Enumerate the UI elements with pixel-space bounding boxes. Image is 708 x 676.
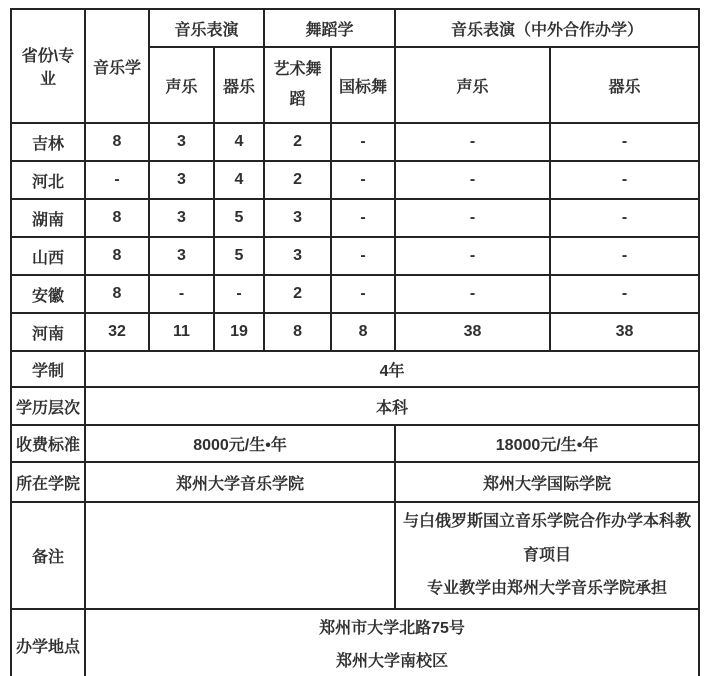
- header-row-groups: [11, 9, 699, 47]
- table-cell: -: [550, 123, 699, 161]
- table-cell: -: [331, 123, 395, 161]
- table-row-henan: [11, 313, 699, 351]
- header-coop-vocal: 声乐: [395, 47, 550, 123]
- table-cell: -: [395, 161, 550, 199]
- table-cell: -: [331, 237, 395, 275]
- degree-value: 本科: [85, 387, 699, 425]
- degree-label: 学历层次: [11, 387, 85, 425]
- remarks-line-1: 与白俄罗斯国立音乐学院合作办学本科教育项目: [403, 513, 692, 564]
- table-cell: 2: [264, 123, 331, 161]
- table-cell: 8: [85, 275, 149, 313]
- location-value-cell: [85, 609, 699, 676]
- header-coop-instrumental: 器乐: [550, 47, 699, 123]
- table-cell: 3: [264, 199, 331, 237]
- table-row-hebei: [11, 161, 699, 199]
- location-label: 办学地点: [11, 609, 85, 676]
- table-cell: 8: [85, 199, 149, 237]
- header-performance-vocal: 声乐: [149, 47, 214, 123]
- table-row-hunan: [11, 199, 699, 237]
- header-group-dance: 舞蹈学: [264, 9, 395, 47]
- table-cell: 2: [264, 275, 331, 313]
- admissions-table: [10, 8, 700, 676]
- province-name: 安徽: [11, 275, 85, 313]
- header-group-coop: 音乐表演（中外合作办学）: [395, 9, 699, 47]
- table-cell: 4: [214, 161, 264, 199]
- table-row-anhui: [11, 275, 699, 313]
- tuition-right-value: 18000元/生•年: [395, 425, 699, 462]
- province-name: 河南: [11, 313, 85, 351]
- table-row-tuition: [11, 425, 699, 462]
- table-cell: -: [395, 237, 550, 275]
- table-row-duration: [11, 351, 699, 387]
- remarks-line-2: 专业教学由郑州大学音乐学院承担: [427, 580, 668, 598]
- table-cell: 11: [149, 313, 214, 351]
- table-cell: 8: [85, 123, 149, 161]
- header-musicology: 音乐学: [85, 9, 149, 123]
- province-name: 湖南: [11, 199, 85, 237]
- table-cell: -: [85, 161, 149, 199]
- corner-header-cell: 省份\专业: [11, 9, 85, 123]
- table-row-shanxi: [11, 237, 699, 275]
- table-row-jilin: [11, 123, 699, 161]
- table-cell: -: [395, 123, 550, 161]
- table-cell: -: [395, 199, 550, 237]
- remarks-text-cell: [395, 502, 699, 609]
- table-row-degree: [11, 387, 699, 425]
- table-cell: 8: [331, 313, 395, 351]
- table-cell: 3: [149, 123, 214, 161]
- table-cell: 3: [149, 237, 214, 275]
- table-cell: -: [395, 275, 550, 313]
- table-cell: 5: [214, 237, 264, 275]
- table-row-college: [11, 462, 699, 502]
- table-cell: 38: [550, 313, 699, 351]
- duration-label: 学制: [11, 351, 85, 387]
- header-dance-art: [264, 47, 331, 123]
- table-cell: -: [149, 275, 214, 313]
- table-cell: 38: [395, 313, 550, 351]
- table-cell: 8: [264, 313, 331, 351]
- tuition-label: 收费标准: [11, 425, 85, 462]
- table-row-remarks: [11, 502, 699, 609]
- table-cell: 19: [214, 313, 264, 351]
- table-cell: -: [550, 161, 699, 199]
- table-cell: -: [331, 199, 395, 237]
- table-cell: 3: [149, 161, 214, 199]
- header-dance-ballroom: 国标舞: [331, 47, 395, 123]
- table-cell: -: [331, 275, 395, 313]
- location-line-1: 郑州市大学北路75号: [319, 619, 465, 637]
- table-cell: 2: [264, 161, 331, 199]
- province-name: 河北: [11, 161, 85, 199]
- college-right-value: 郑州大学国际学院: [395, 462, 699, 502]
- table-cell: 4: [214, 123, 264, 161]
- table-cell: 8: [85, 237, 149, 275]
- table-cell: 32: [85, 313, 149, 351]
- table-cell: -: [331, 161, 395, 199]
- province-name: 山西: [11, 237, 85, 275]
- remarks-empty-cell: [85, 502, 395, 609]
- table-cell: 3: [264, 237, 331, 275]
- table-cell: -: [214, 275, 264, 313]
- table-cell: 3: [149, 199, 214, 237]
- table-row-location: [11, 609, 699, 676]
- header-performance-instrumental: 器乐: [214, 47, 264, 123]
- location-line-2: 郑州大学南校区: [336, 653, 449, 671]
- table-cell: -: [550, 199, 699, 237]
- college-left-value: 郑州大学音乐学院: [85, 462, 395, 502]
- duration-value: 4年: [85, 351, 699, 387]
- remarks-label: 备注: [11, 502, 85, 609]
- header-group-performance: 音乐表演: [149, 9, 264, 47]
- table-cell: -: [550, 275, 699, 313]
- header-dance-art-label: 艺术舞蹈: [273, 60, 322, 108]
- province-name: 吉林: [11, 123, 85, 161]
- tuition-left-value: 8000元/生•年: [85, 425, 395, 462]
- table-cell: -: [550, 237, 699, 275]
- table-cell: 5: [214, 199, 264, 237]
- college-label: 所在学院: [11, 462, 85, 502]
